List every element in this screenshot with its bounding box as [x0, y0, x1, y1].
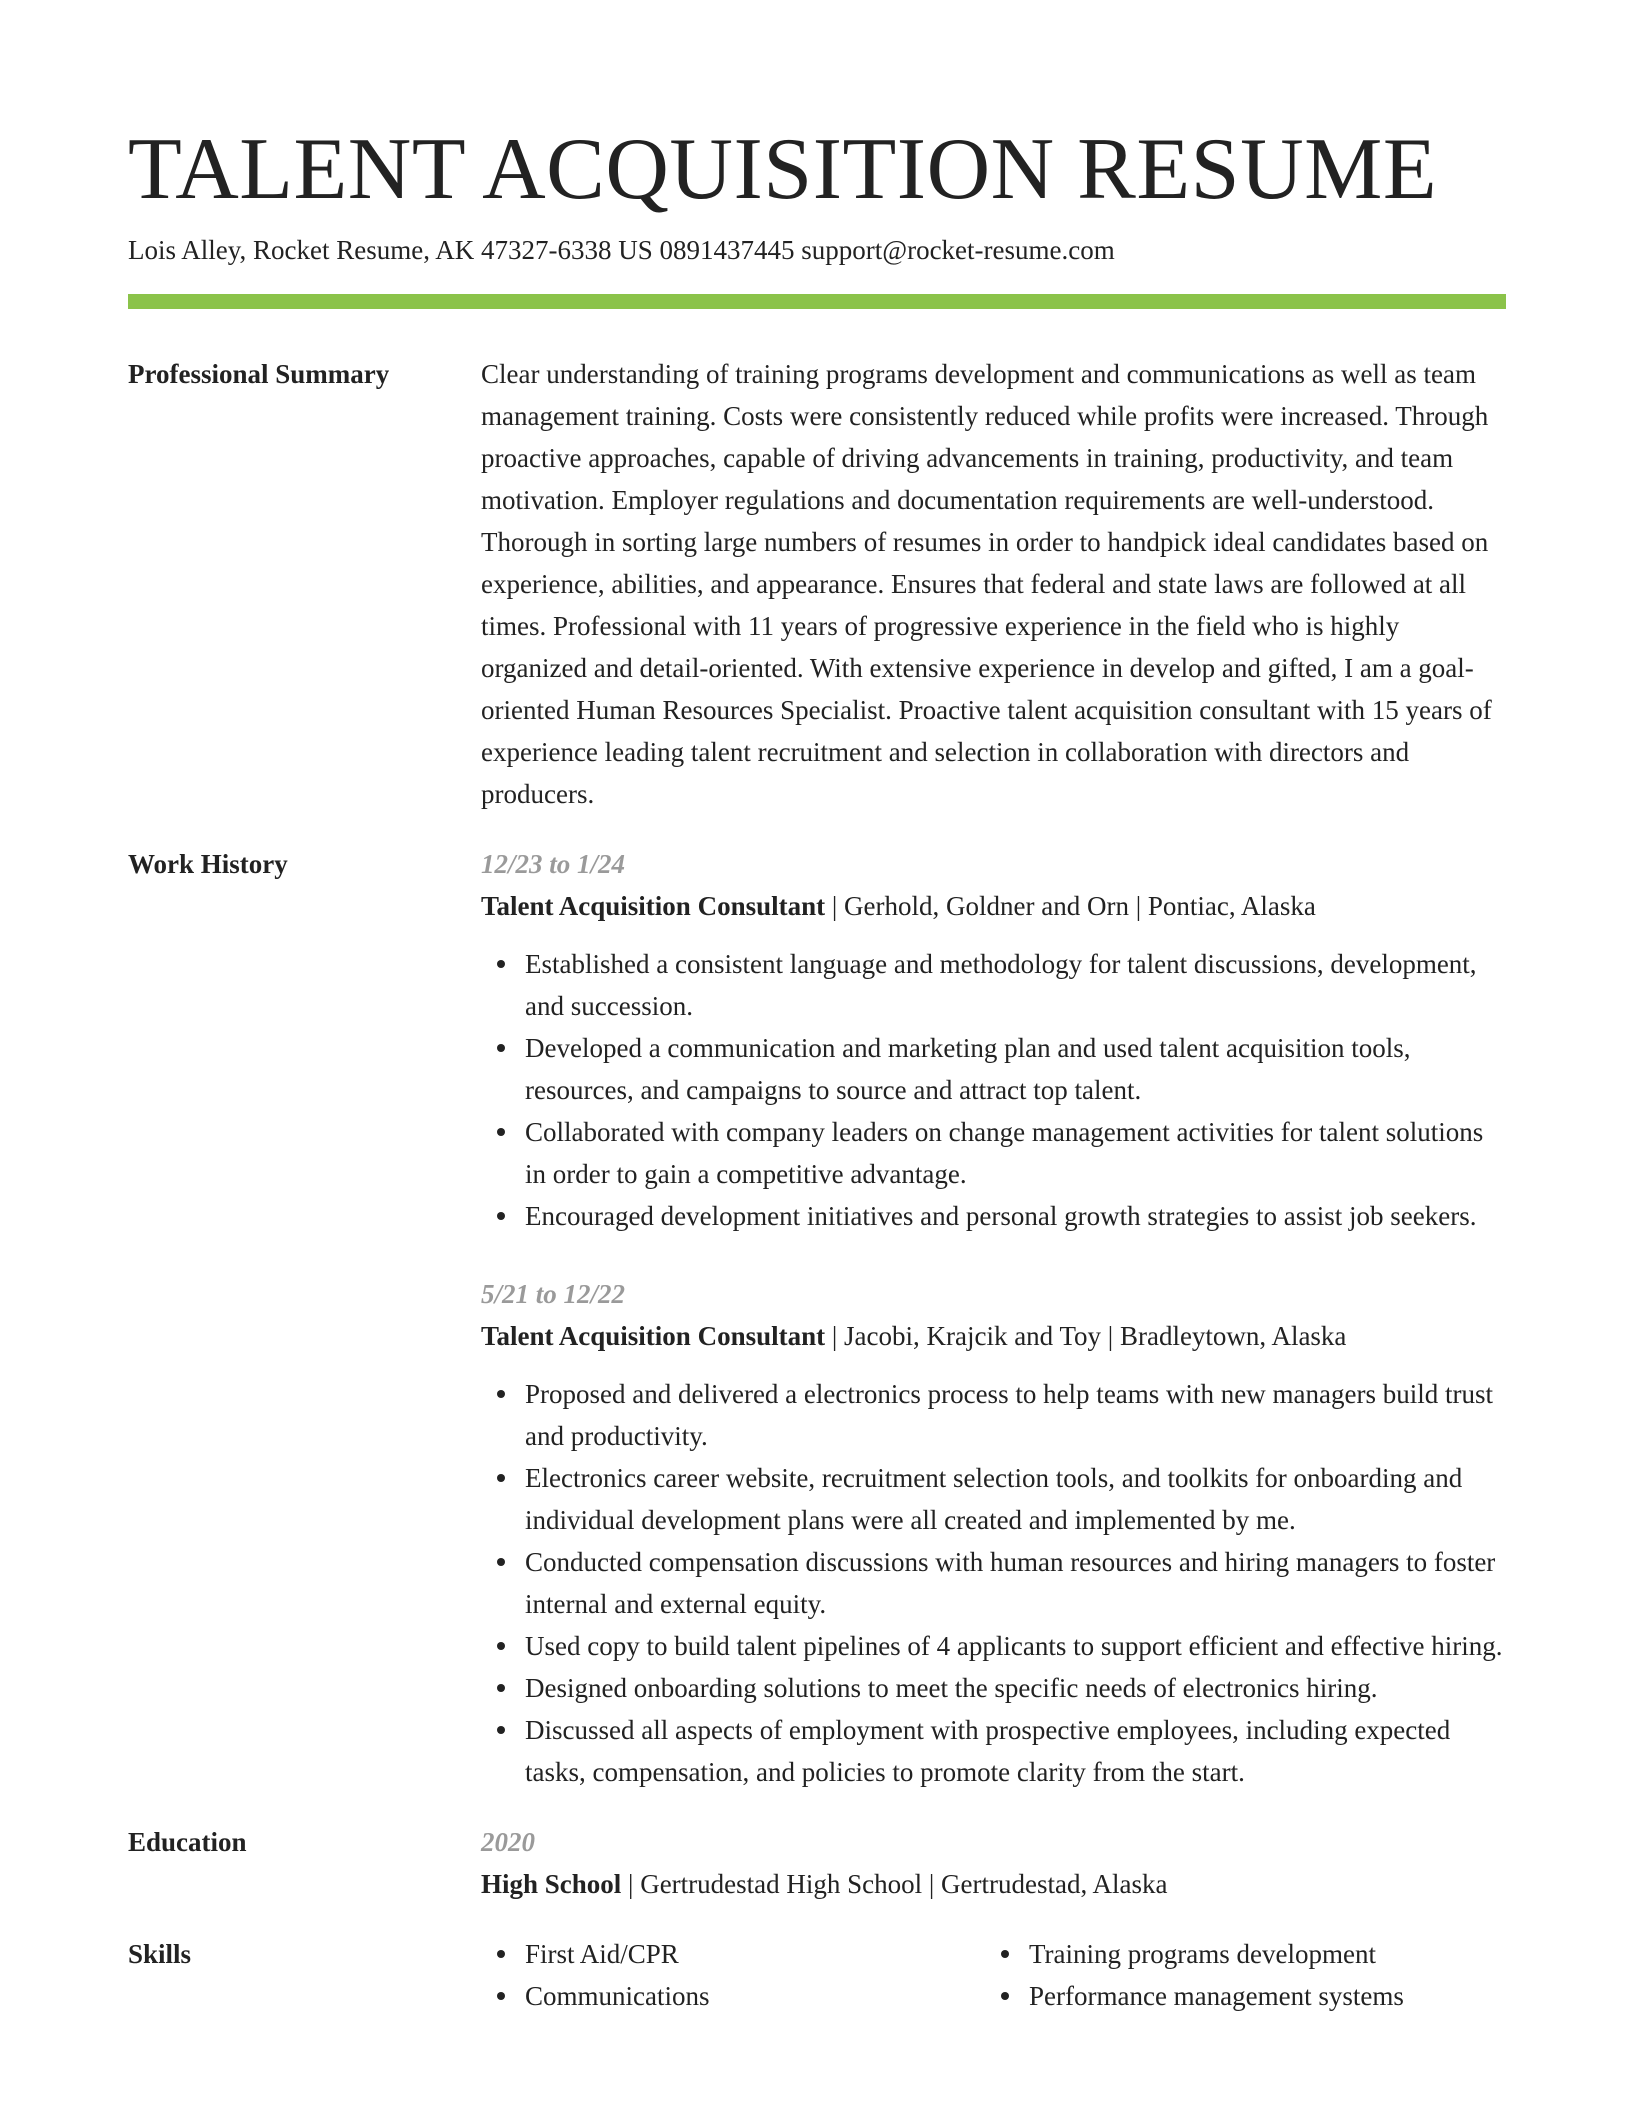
- list-item: Proposed and delivered a electronics process to help teams with new managers build trust and productivity.: [525, 1373, 1506, 1457]
- list-item: Conducted compensation discussions with human resources and hiring managers to foster internal and external equity.: [525, 1541, 1506, 1625]
- skills-grid: [481, 1933, 1506, 2017]
- job-title-line: [481, 1315, 1506, 1357]
- summary-text: Clear understanding of training programs development and communications as well as team management training. Costs were consistently reduced while profits were increased. Through proactive approaches, capable of driving advancements in training, productivity, and team motivation. Employer regulations and documentation requirements are well-understood. Thorough in sorting large numbers of resumes in order to handpick ideal candidates based on experience, abilities, and appearance. Ensures that federal and state laws are followed at all times. Professional with 11 years of progressive experience in the field who is highly organized and detail-oriented. With extensive experience in develop and gifted, I am a goal-oriented Human Resources Specialist. Proactive talent acquisition consultant with 15 years of experience leading talent recruitment and selection in collaboration with directors and producers.: [481, 359, 1492, 809]
- job-title-line: [481, 885, 1506, 927]
- job-details: | Jacobi, Krajcik and Toy | Bradleytown, Alaska: [825, 1321, 1347, 1351]
- job-dates: 12/23 to 1/24: [481, 849, 626, 879]
- education-details: | Gertrudestad High School | Gertrudestad, Alaska: [621, 1869, 1168, 1899]
- section-education: [128, 1821, 1506, 1905]
- list-item: First Aid/CPR: [525, 1933, 985, 1975]
- section-label: Professional Summary: [128, 359, 390, 389]
- skills-column-left: [481, 1933, 985, 2017]
- section-work-history: [128, 843, 1506, 1793]
- section-label: Education: [128, 1827, 247, 1857]
- job-bullets: [481, 943, 1506, 1237]
- skills-column-right: [985, 1933, 1489, 2017]
- education-line: [481, 1863, 1506, 1905]
- job-dates: 5/21 to 12/22: [481, 1279, 626, 1309]
- section-body: [481, 1933, 1506, 2017]
- section-body: [481, 353, 1506, 815]
- list-item: Discussed all aspects of employment with prospective employees, including expected tasks, compensation, and policies to promote clarity from the start.: [525, 1709, 1506, 1793]
- section-label: Skills: [128, 1939, 192, 1969]
- resume-title: TALENT ACQUISITION RESUME: [128, 121, 1438, 218]
- skills-list: [481, 1933, 985, 2017]
- list-item: Performance management systems: [1029, 1975, 1489, 2017]
- job-details: | Gerhold, Goldner and Orn | Pontiac, Alaska: [825, 891, 1316, 921]
- section-professional-summary: [128, 353, 1506, 815]
- education-year: 2020: [481, 1827, 535, 1857]
- list-item: Designed onboarding solutions to meet the specific needs of electronics hiring.: [525, 1667, 1506, 1709]
- job-role: Talent Acquisition Consultant: [481, 1321, 826, 1351]
- list-item: Training programs development: [1029, 1933, 1489, 1975]
- list-item: Used copy to build talent pipelines of 4 applicants to support efficient and effective hiring.: [525, 1625, 1506, 1667]
- section-label: Work History: [128, 849, 288, 879]
- list-item: Collaborated with company leaders on change management activities for talent solutions in order to gain a competitive advantage.: [525, 1111, 1506, 1195]
- section-body: [481, 1821, 1506, 1905]
- education-degree: High School: [481, 1869, 622, 1899]
- resume-page: [128, 118, 1506, 2045]
- job-role: Talent Acquisition Consultant: [481, 891, 826, 921]
- section-skills: [128, 1933, 1506, 2017]
- skills-list: [985, 1933, 1489, 2017]
- job-entry: [481, 1273, 1506, 1793]
- list-item: Communications: [525, 1975, 985, 2017]
- list-item: Electronics career website, recruitment selection tools, and toolkits for onboarding and individual development plans were all created and implemented by me.: [525, 1457, 1506, 1541]
- job-bullets: [481, 1373, 1506, 1793]
- section-body: [481, 843, 1506, 1793]
- accent-divider: [128, 294, 1506, 309]
- contact-line: Lois Alley, Rocket Resume, AK 47327-6338 US 0891437445 support@rocket-resume.com: [128, 235, 1115, 265]
- list-item: Encouraged development initiatives and personal growth strategies to assist job seekers.: [525, 1195, 1506, 1237]
- list-item: Developed a communication and marketing plan and used talent acquisition tools, resources, and campaigns to source and attract top talent.: [525, 1027, 1506, 1111]
- job-entry: [481, 843, 1506, 1237]
- list-item: Established a consistent language and methodology for talent discussions, development, and succession.: [525, 943, 1506, 1027]
